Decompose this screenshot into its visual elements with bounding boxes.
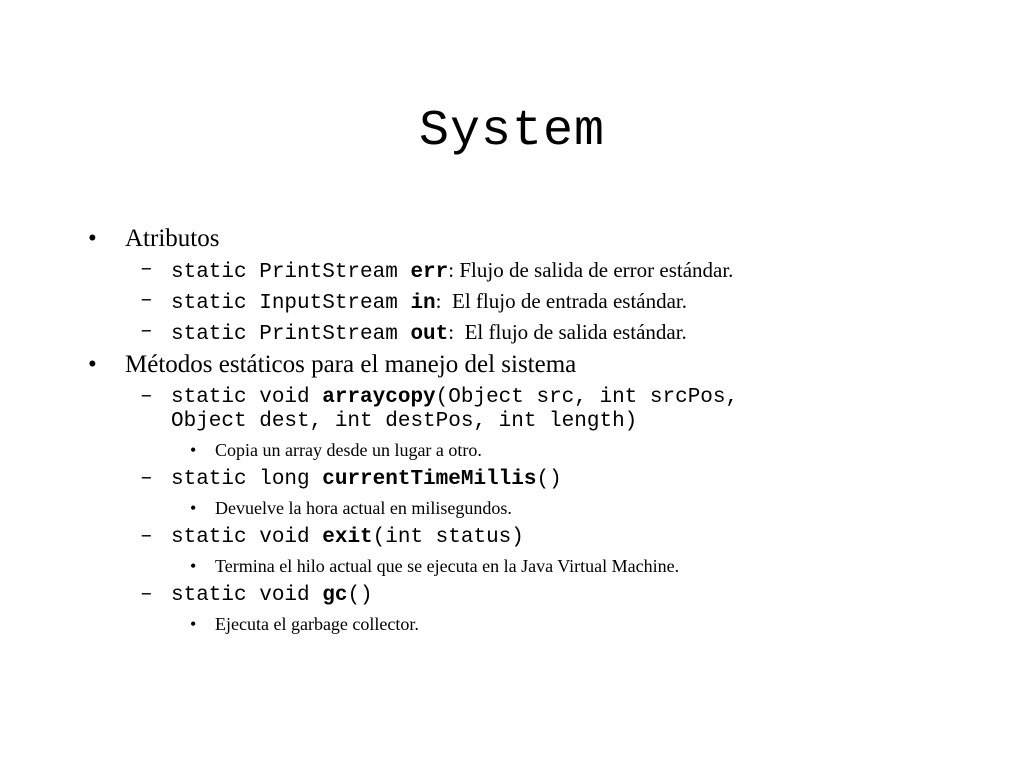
separator: : — [448, 320, 455, 344]
code-signature: static void — [171, 526, 323, 549]
attribute-err — [171, 258, 733, 285]
attribute-out — [171, 320, 687, 347]
description: Flujo de salida de error estándar. — [454, 258, 734, 282]
member-name: out — [410, 323, 449, 346]
section-heading-atributos: Atributos — [125, 225, 220, 252]
bullet-l3: • — [190, 614, 197, 634]
member-name: err — [410, 261, 449, 284]
bullet-l2: – — [140, 258, 153, 281]
member-name: exit — [322, 526, 373, 549]
bullet-l3: • — [190, 556, 197, 576]
bullet-l2: – — [140, 289, 153, 312]
method-args: () — [347, 584, 373, 607]
method-arraycopy-args-continued: Object dest, int destPos, int length) — [171, 410, 638, 433]
member-name: in — [410, 292, 436, 315]
method-args: (int status) — [372, 526, 524, 549]
code-signature: static long — [171, 468, 323, 491]
code-signature: static void — [171, 386, 323, 409]
bullet-l3: • — [190, 498, 197, 518]
code-signature: static PrintStream — [171, 261, 411, 284]
method-note: Ejecuta el garbage collector. — [215, 614, 419, 634]
bullet-l2: – — [140, 385, 153, 408]
method-gc — [171, 583, 373, 608]
method-note: Devuelve la hora actual en milisegundos. — [215, 498, 512, 518]
code-signature: static void — [171, 584, 323, 607]
separator: : — [448, 258, 455, 282]
method-note: Copia un array desde un lugar a otro. — [215, 440, 482, 460]
method-arraycopy — [171, 385, 738, 410]
description: El flujo de salida estándar. — [454, 320, 687, 344]
method-args: () — [536, 468, 562, 491]
bullet-l3: • — [190, 440, 197, 460]
section-heading-metodos: Métodos estáticos para el manejo del sistema — [125, 351, 577, 378]
description: El flujo de entrada estándar. — [441, 289, 688, 313]
method-note: Termina el hilo actual que se ejecuta en la Java Virtual Machine. — [215, 556, 680, 576]
bullet-l2: – — [140, 320, 153, 343]
bullet-l1: • — [88, 225, 97, 252]
bullet-l2: – — [140, 467, 153, 490]
code-signature: static InputStream — [171, 292, 411, 315]
bullet-l2: – — [140, 525, 153, 548]
bullet-l1: • — [88, 351, 97, 378]
method-currenttimemillis — [171, 467, 562, 492]
bullet-l2: – — [140, 583, 153, 606]
method-exit — [171, 525, 524, 550]
member-name: arraycopy — [322, 386, 436, 409]
attribute-in — [171, 289, 687, 316]
slide-title: System — [418, 103, 606, 160]
separator: : — [435, 289, 442, 313]
member-name: gc — [322, 584, 348, 607]
method-args: (Object src, int srcPos, — [435, 386, 739, 409]
code-signature: static PrintStream — [171, 323, 411, 346]
member-name: currentTimeMillis — [322, 468, 537, 491]
